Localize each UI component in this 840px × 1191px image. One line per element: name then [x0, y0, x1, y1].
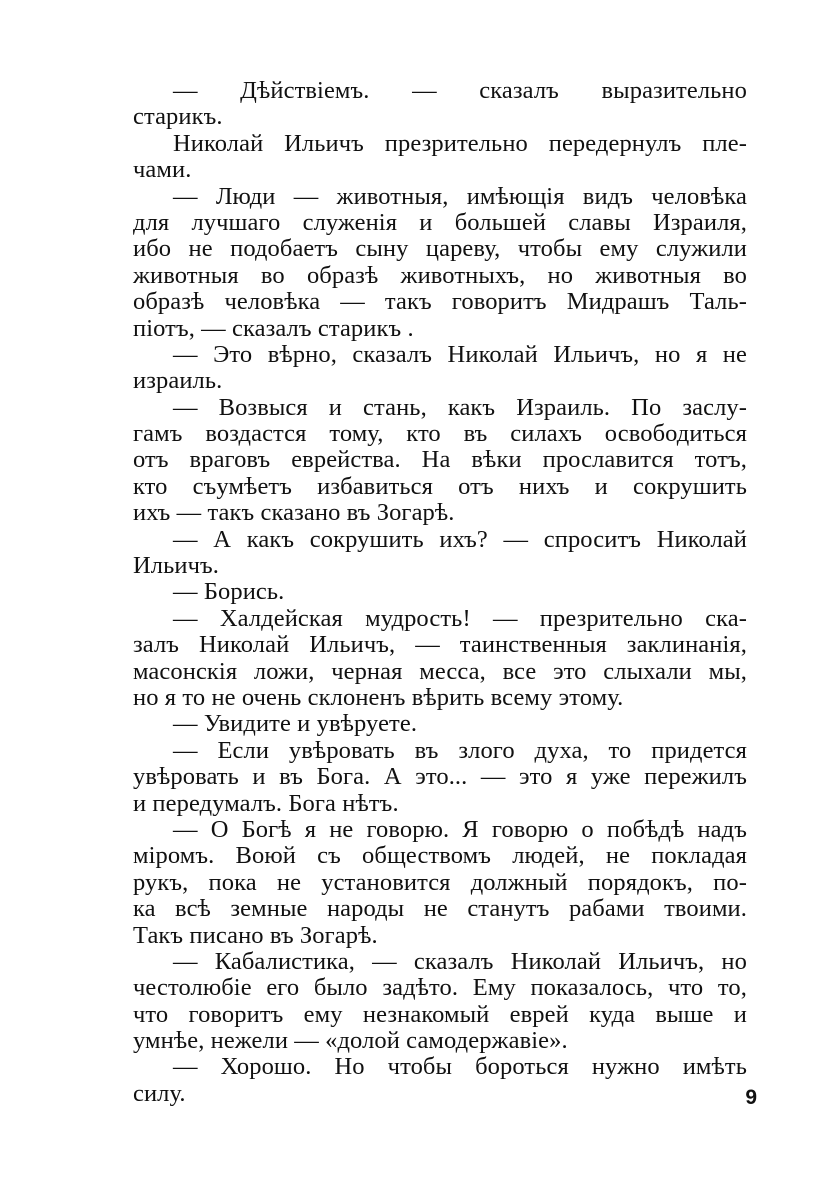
text-line-21: — Халдейская мудрость! — презрительно ска- [173, 604, 747, 632]
text-line-17: ихъ — такъ сказано въ Зогарѣ. [133, 499, 455, 527]
text-line-34: — Кабалистика, — сказалъ Николай Ильичъ, но [173, 947, 747, 975]
text-line-9: образѣ человѣка — такъ говоритъ Мидрашъ Таль- [133, 288, 747, 316]
text-line-22: залъ Николай Ильичъ, — таинственныя заклинанія, [133, 631, 747, 659]
text-line-6: для лучшаго служенія и большей славы Израиля, [133, 208, 747, 236]
text-line-32: ка всѣ земные народы не станутъ рабами твоими. [133, 895, 747, 923]
text-line-19: Ильичъ. [133, 552, 220, 580]
text-line-15: отъ враговъ еврейства. На вѣки прославится тотъ, [133, 446, 747, 474]
text-line-26: — Если увѣровать въ злого духа, то придется [173, 736, 747, 764]
text-line-27: увѣровать и въ Бога. А это... — это я уже пережилъ [133, 763, 747, 791]
text-line-3: Николай Ильичъ презрительно передернулъ пле- [173, 129, 747, 157]
text-line-4: чами. [133, 156, 192, 184]
text-line-13: — Возвыся и стань, какъ Израиль. По заслу- [173, 393, 747, 421]
text-line-8: животныя во образѣ животныхъ, но животныя во [133, 261, 747, 289]
text-line-2: старикъ. [133, 103, 223, 131]
text-line-14: гамъ воздастся тому, кто въ силахъ освободиться [133, 420, 747, 448]
text-line-35: честолюбіе его было задѣто. Ему показалось, что то, [133, 974, 747, 1002]
text-line-20: — Борись. [173, 578, 285, 606]
text-line-30: міромъ. Воюй съ обществомъ людей, не покладая [133, 842, 747, 870]
page-number: 9 [745, 1086, 757, 1109]
text-line-37: умнѣе, нежели — «долой самодержавіе». [133, 1027, 568, 1055]
text-line-39: силу. [133, 1079, 186, 1107]
text-line-33: Такъ писано въ Зогарѣ. [133, 921, 378, 949]
text-line-12: израиль. [133, 367, 223, 395]
text-line-16: кто съумѣетъ избавиться отъ нихъ и сокрушить [133, 472, 747, 500]
text-line-25: — Увидите и увѣруете. [173, 710, 418, 738]
text-line-38: — Хорошо. Но чтобы бороться нужно имѣть [173, 1053, 747, 1081]
text-line-24: но я то не очень склоненъ вѣрить всему этому. [133, 683, 624, 711]
text-line-7: ибо не подобаетъ сыну цареву, чтобы ему служили [133, 235, 747, 263]
text-line-18: — А какъ сокрушить ихъ? — спроситъ Николай [173, 525, 747, 553]
text-line-31: рукъ, пока не установится должный порядокъ, по- [133, 868, 747, 896]
text-line-5: — Люди — животныя, имѣющія видъ человѣка [173, 182, 747, 210]
text-line-36: что говоритъ ему незнакомый еврей куда выше и [133, 1000, 747, 1028]
text-line-29: — О Богѣ я не говорю. Я говорю о побѣдѣ надъ [173, 815, 747, 843]
text-line-11: — Это вѣрно, сказалъ Николай Ильичъ, но я не [173, 340, 747, 368]
text-line-10: піотъ, — сказалъ старикъ . [133, 314, 414, 342]
text-line-23: масонскія ложи, черная месса, все это слыхали мы, [133, 657, 747, 685]
text-line-1: — Дѣйствiемъ. — сказалъ выразительно [173, 77, 747, 104]
body-text [133, 78, 747, 1107]
text-line-28: и передумалъ. Бога нѣтъ. [133, 789, 399, 817]
